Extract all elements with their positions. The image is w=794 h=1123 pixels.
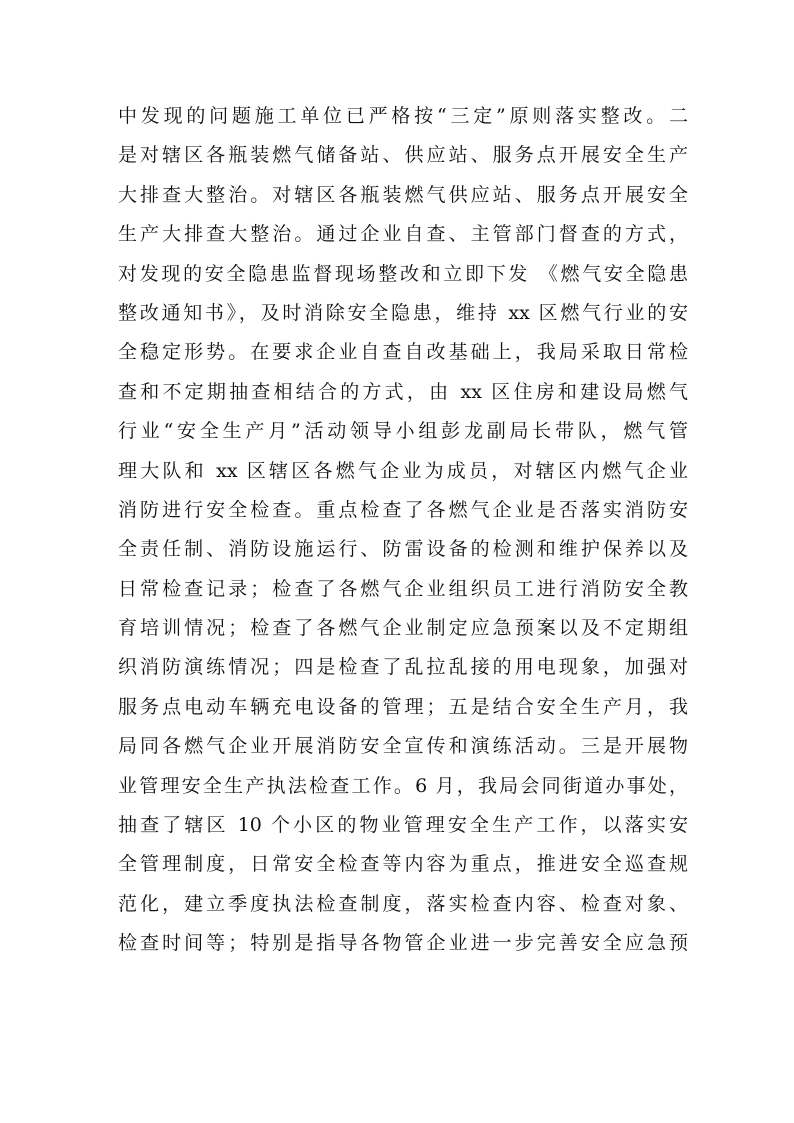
text-line-1: 中发现的问题施工单位已严格按“三定”原则落实整改。二	[118, 105, 688, 127]
text-line-19: 抽查了辖区 10 个小区的物业管理安全生产工作，以落实安	[118, 814, 688, 837]
text-line-16: 服务点电动车辆充电设备的管理；五是结合安全生产月，我	[118, 695, 688, 718]
text-line-11: 消防进行安全检查。重点检查了各燃气企业是否落实消防安	[118, 498, 688, 521]
text-line-18: 业管理安全生产执法检查工作。6 月，我局会同街道办事处，	[118, 774, 688, 797]
text-line-4: 生产大排查大整治。通过企业自查、主管部门督查的方式，	[118, 223, 688, 246]
text-line-9: 行业“安全生产月”活动领导小组彭龙副局长带队，燃气管	[118, 420, 688, 443]
text-line-10: 理大队和 xx 区辖区各燃气企业为成员，对辖区内燃气企业	[118, 459, 688, 482]
text-line-14: 育培训情况；检查了各燃气企业制定应急预案以及不定期组	[118, 617, 688, 640]
text-line-17: 局同各燃气企业开展消防安全宣传和演练活动。三是开展物	[118, 735, 688, 758]
text-line-22: 检查时间等；特别是指导各物管企业进一步完善安全应急预	[118, 932, 688, 955]
text-line-21: 范化，建立季度执法检查制度，落实检查内容、检查对象、	[118, 892, 688, 915]
body-paragraph	[118, 97, 688, 964]
text-line-8: 查和不定期抽查相结合的方式，由 xx 区住房和建设局燃气	[118, 380, 688, 403]
text-line-15: 织消防演练情况；四是检查了乱拉乱接的用电现象，加强对	[118, 656, 688, 679]
text-line-13: 日常检查记录；检查了各燃气企业组织员工进行消防安全教	[118, 577, 688, 600]
text-line-6: 整改通知书》，及时消除安全隐患，维持 xx 区燃气行业的安	[118, 301, 688, 324]
text-line-20: 全管理制度，日常安全检查等内容为重点，推进安全巡查规	[118, 853, 688, 876]
text-line-7: 全稳定形势。在要求企业自查自改基础上，我局采取日常检	[118, 341, 688, 364]
text-line-2: 是对辖区各瓶装燃气储备站、供应站、服务点开展安全生产	[118, 144, 688, 167]
text-line-5: 对发现的安全隐患监督现场整改和立即下发 《燃气安全隐患	[118, 262, 688, 285]
text-line-3: 大排查大整治。对辖区各瓶装燃气供应站、服务点开展安全	[118, 183, 688, 206]
text-line-12: 全责任制、消防设施运行、防雷设备的检测和维护保养以及	[118, 538, 688, 561]
